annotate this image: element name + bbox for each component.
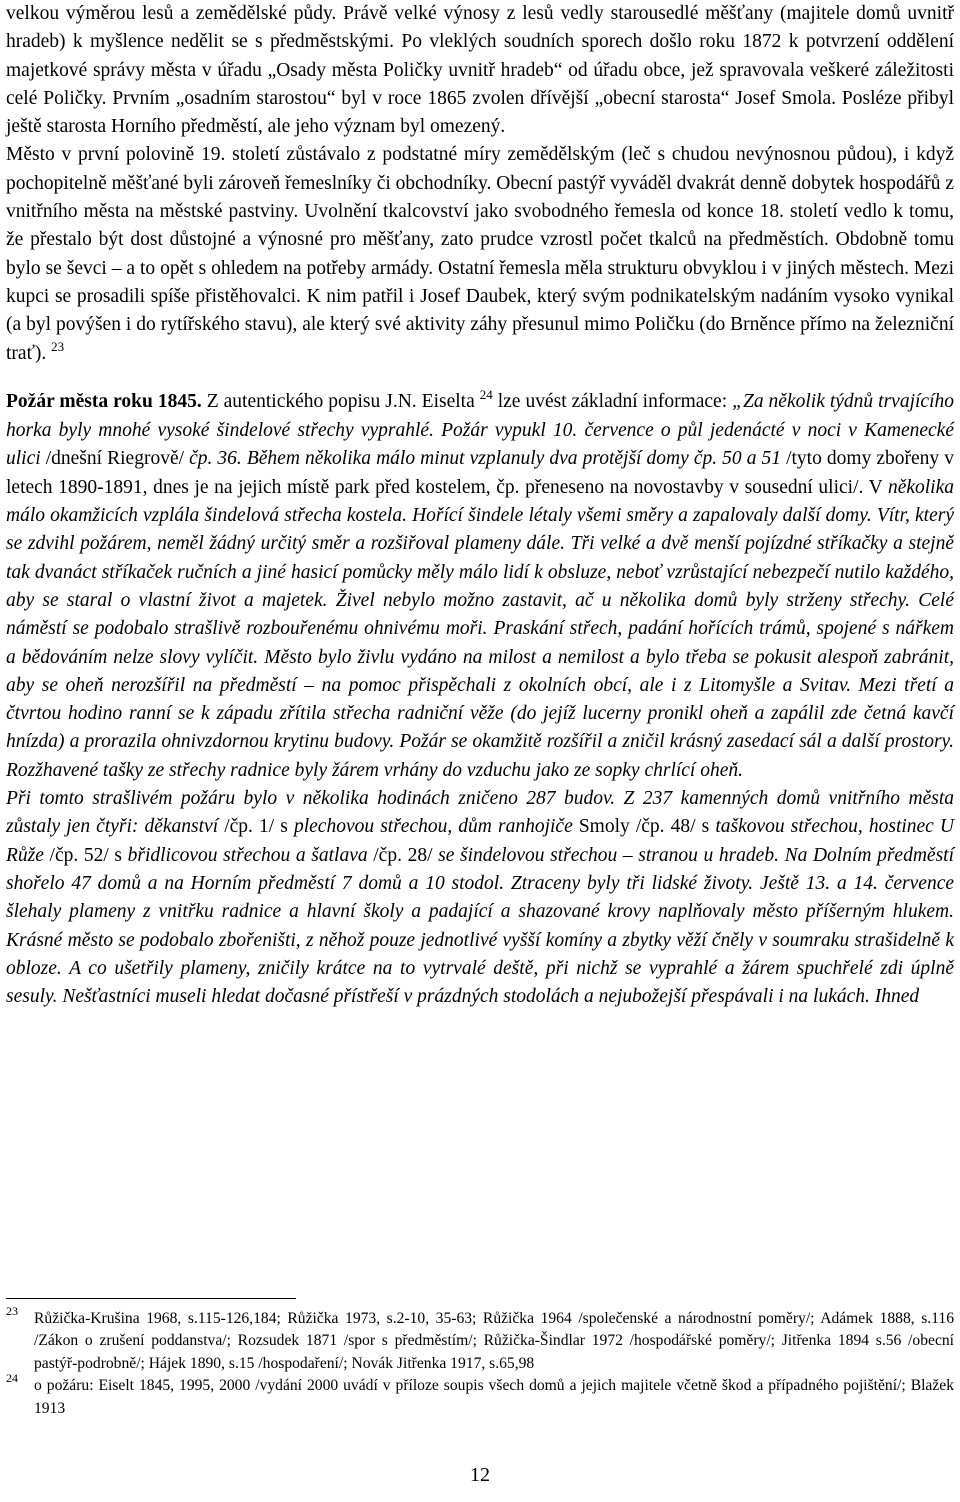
fire-intro: Z autentického popisu J.N. Eiselta <box>201 390 480 412</box>
quote-part-7: břidlicovou střechou a šatlava <box>127 844 368 866</box>
quote-part-5: plechovou střechou, dům ranhojiče <box>293 816 573 838</box>
footnote-text: o požáru: Eiselt 1845, 1995, 2000 /vydání 2000 uvádí v příloze soupis všech domů a jejich majitele včetně škod a případného pojištění/; Blažek 1913 <box>34 1377 954 1417</box>
quote-part-1: „Za několik týdnů trvajícího horka byly mnohé vysoké šindelové střechy vyprahlé. Požár vypukl 10. července o půl jedenácté v noci v Kamenecké ulici <box>6 390 954 470</box>
fire-paragraph-2 <box>6 785 954 1011</box>
note-part-5: Smoly /čp. 48/ s <box>572 816 716 838</box>
fire-heading: Požár města roku 1845. <box>6 390 202 412</box>
page-number: 12 <box>470 1464 490 1486</box>
footnote-text: Růžička-Krušina 1968, s.115-126,184; Růžička 1973, s.2-10, 35-63; Růžička 1964 /společenské a národnostní poměry/; Adámek 1888, s.116 /Zákon o zrušení poddanstva/; Rozsudek 1871 /spor s předměstím/; Růžička-Šindlar 1972 /hospodářské poměry/; Jitřenka 1894 s.56 /obecní pastýř-podrobně/; Hájek 1890, s.15 /hospodaření/; Novák Jitřenka 1917, s.65,98 <box>34 1310 954 1372</box>
footnote-23 <box>6 1304 954 1375</box>
paragraph-town-administration: velkou výměrou lesů a zemědělské půdy. Právě velké výnosy z lesů vedly starousedlé měšťany (majitele domů uvnitř hradeb) k myšlence nedělit se s předměstskými. Po vleklých soudních sporech došlo roku 1872 k potvrzení oddělení majetkové správy města v úřadu „Osady města Poličky uvnitř hradeb“ od úřadu obce, jež spravovala veškeré záležitosti celé Poličky. Prvním „osadním starostou“ byl v roce 1865 zvolen dřívější „obecní starosta“ Josef Smola. Posléze přibyl ještě starosta Horního předměstí, ale jeho význam byl omezený. <box>6 3 954 138</box>
history-paragraphs <box>6 0 954 369</box>
note-part-7: /čp. 28/ <box>367 844 439 866</box>
quote-part-2: čp. 36. Během několika málo minut vzplanuly dva protější domy čp. 50 a 51 <box>189 448 782 470</box>
footnote-number: 24 <box>6 1371 18 1386</box>
fire-paragraph <box>6 388 954 785</box>
quote-part-3: několika málo okamžicích vzplála šindelová střecha kostela. Hořící šindele létaly všemi směry a zapalovaly další domy. Vítr, který se zdvihl požárem, neměl žádný určitý směr a rozšiřoval plameny dále. Tři velké a dvě menší pojízdné stříkačky a stejně tak dvanáct stříkaček ručních a jiné hasicí pomůcky měly málo lidí k obsluze, neboť vzrůstající nebezpečí nutilo každého, aby se staral o vlastní život a majetek. Živel nebylo možno zastavit, ač u několika domů byly strženy střechy. Celé náměstí se podobalo strašlivě rozbouřenému ohnivému moři. Praskání střech, padání hořících trámů, spojené s nářkem a bědováním nelze slovy vylíčit. Město bylo živlu vydáno na milost a nemilost a bylo třeba se pokusit alespoň zabránit, aby se oheň nerozšířil na předměstí – na pomoc přispěchali z okolních obcí, ale i z Litomyšle a Svitav. Mezi třetí a čtvrtou hodino ranní se k západu zřítila střecha radniční věže (do jejíž lucerny pronikl oheň a zapálil zde četná kavčí hnízda) a prorazila ohnivzdornou krytinu budovy. Požár se okamžitě rozšířil a zničil krásný zasedací sál a další prostory. Rozžhavené tašky ze střechy radnice byly žárem vrhány do vzduchu jako ze sopky chrlící oheň. <box>6 476 954 781</box>
footnote-number: 23 <box>6 1304 18 1318</box>
note-part-6: /čp. 52/ s <box>43 844 128 866</box>
footnote-separator <box>6 1298 296 1299</box>
fire-section <box>6 388 954 1012</box>
quote-part-8: se šindelovou střechou – stranou u hradeb. Na Dolním předměstí shořelo 47 domů a na Horním předměstí 7 domů a 10 stodol. Ztraceny byly tři lidské životy. Ještě 13. a 14. července šlehaly plameny z vnitřku radnice a hlavní školy a padající a shazované krovy naplňovaly město příšerným hlukem. Krásné město se podobalo zbořeništi, z něhož pouze jednotlivé vyšší komíny a zbytky věží čněly v soumraku strašidelně k obloze. A co ušetřily plameny, zničily krátce na to vytrvalé deště, při nichž se vyprahlé a žárem spuchřelé zdi úplně sesuly. Nešťastníci museli hledat dočasné přístřeší v prázdných stodolách a nejubožejší přespávali i na lukách. Ihned <box>6 844 954 1008</box>
footnotes <box>6 1304 954 1420</box>
note-part-4: /čp. 1/ s <box>218 816 294 838</box>
quote-part-4: Při tomto strašlivém požáru bylo v několika hodinách zničeno 287 budov. Z 237 kamenných domů vnitřního města zůstaly jen čtyři: děkanství <box>6 788 954 838</box>
paragraph-town-economy <box>6 141 954 368</box>
document-page <box>6 0 954 1011</box>
fire-intro-tail: lze uvést základní informace: <box>492 390 733 412</box>
note-part-2: /tyto domy zbořeny v letech 1890-1891, dnes je na jejich místě park před kostelem, čp. přeneseno na novostavby v sousední ulici/. V <box>6 448 954 498</box>
footnote-24 <box>6 1371 954 1420</box>
paragraph-economy-text: Město v první polovině 19. století zůstávalo z podstatné míry zemědělským (leč s chudou nevýnosnou půdou), i když pochopitelně měšťané byli zároveň řemeslníky či obchodníky. Obecní pastýř vyváděl dvakrát denně dobytek hospodářů z vnitřního města na městské pastviny. Uvolnění tkalcovství jako svobodného řemesla od konce 18. století vedlo k tomu, že přestalo být dost důstojné a výnosné pro měšťany, zato prudce vzrostl počet tkalců na předměstích. Obdobně tomu bylo se ševci – a to opět s ohledem na potřeby armády. Ostatní řemesla měla strukturu obvyklou i v jiných městech. Mezi kupci se prosadili spíše přistěhovalci. K nim patřil i Josef Daubek, který svým podnikatelským nadáním vysoko vynikal (a byl povýšen i do rytířského stavu), ale který své aktivity záhy přesunul mimo Poličku (do Brněnce přímo na železniční trať). <box>6 144 954 364</box>
footnote-ref-24[interactable]: 24 <box>479 386 493 402</box>
footnote-ref-23[interactable]: 23 <box>51 338 65 354</box>
note-part-1: /dnešní Riegrově/ <box>40 448 190 470</box>
quote-part-6: taškovou střechou, hostinec U Růže <box>6 816 955 866</box>
